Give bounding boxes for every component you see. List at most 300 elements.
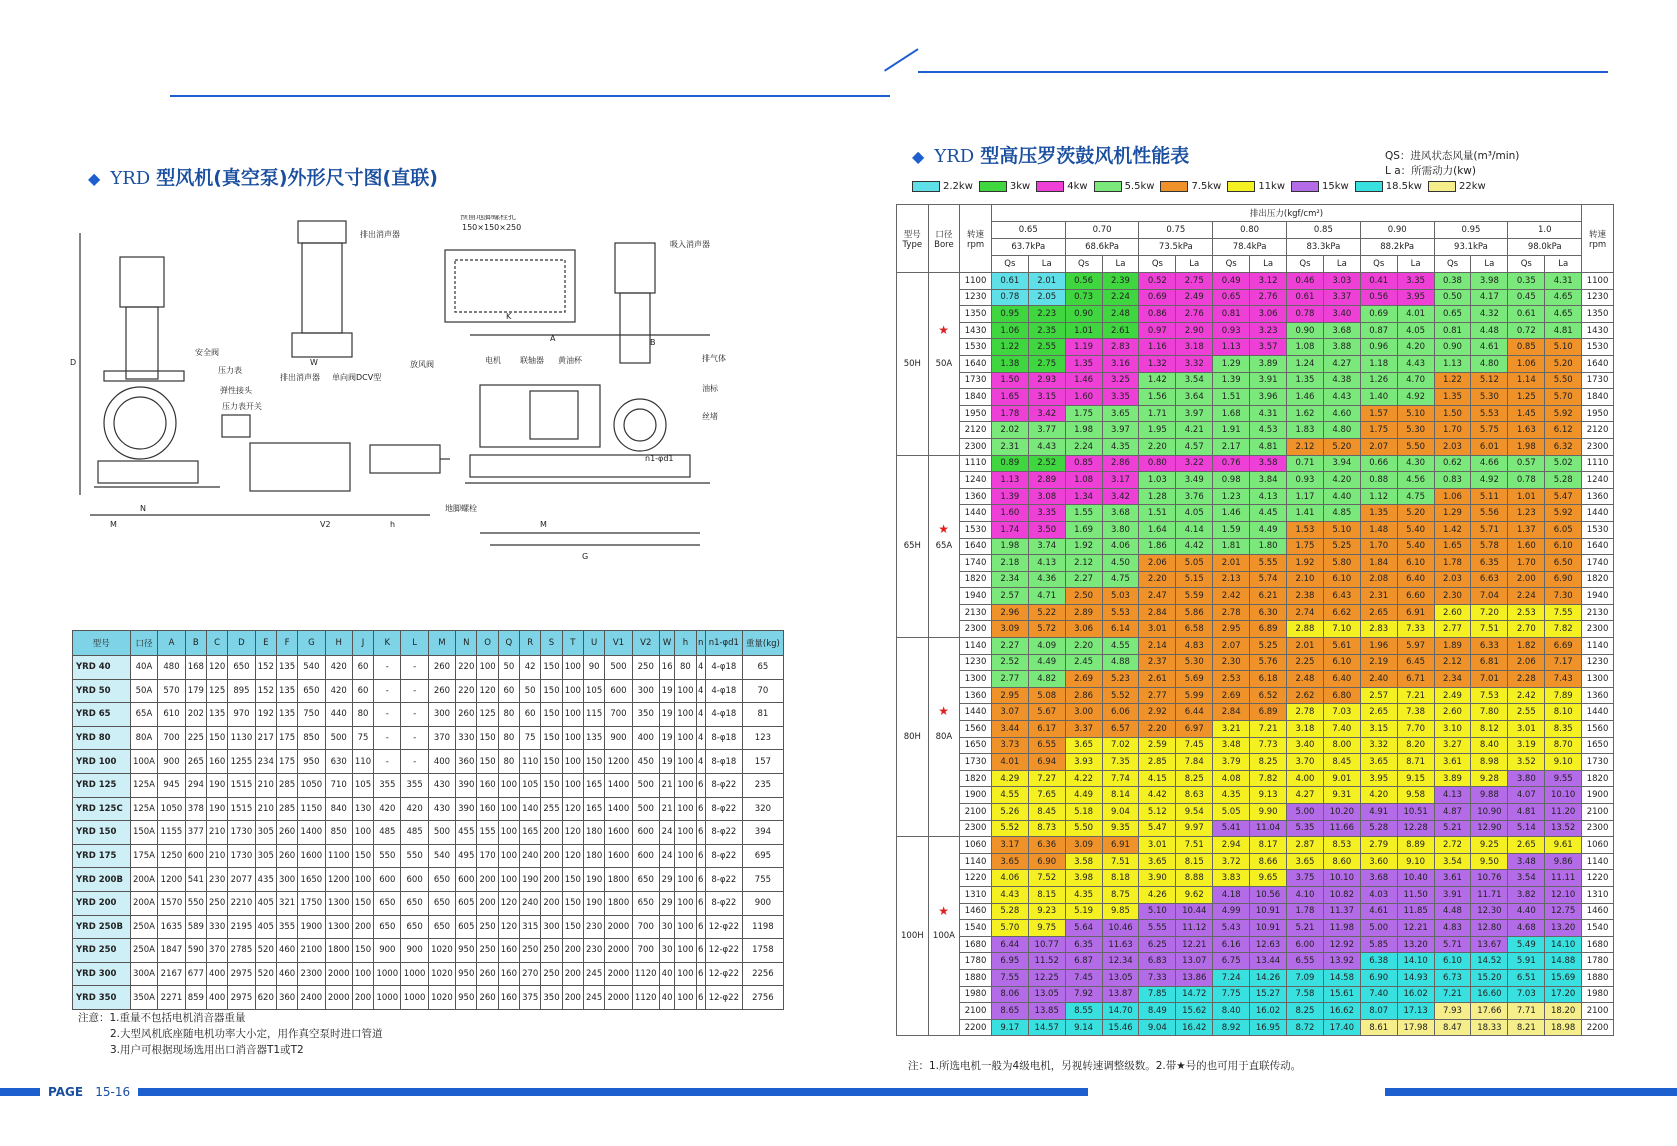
qs-header: Qs bbox=[1139, 256, 1176, 273]
table-cell: 180 bbox=[583, 844, 604, 868]
value-cell: 8.07 bbox=[1360, 1003, 1397, 1020]
table-cell: 500 bbox=[632, 797, 659, 821]
value-cell: 5.28 bbox=[1545, 472, 1582, 489]
table-cell: 234 bbox=[255, 750, 276, 774]
table-cell: 2300 bbox=[298, 962, 325, 986]
value-cell: 6.57 bbox=[1102, 721, 1139, 738]
value-cell: 11.71 bbox=[1471, 886, 1508, 903]
speed-header-right bbox=[1582, 205, 1614, 273]
table-cell: 150 bbox=[206, 726, 227, 750]
table-cell: 1847 bbox=[158, 939, 185, 963]
value-cell: 14.52 bbox=[1471, 953, 1508, 970]
table-cell: 152 bbox=[255, 679, 276, 703]
value-cell: 0.73 bbox=[1065, 289, 1102, 306]
value-cell: 3.68 bbox=[1323, 322, 1360, 339]
value-cell: 4.31 bbox=[1250, 405, 1287, 422]
value-cell: 3.98 bbox=[1065, 870, 1102, 887]
rpm-cell-right: 1530 bbox=[1582, 521, 1614, 538]
table-row bbox=[897, 804, 1614, 821]
value-cell: 9.58 bbox=[1397, 787, 1434, 804]
value-cell: 4.99 bbox=[1213, 903, 1250, 920]
qs-header: Qs bbox=[1508, 256, 1545, 273]
value-cell: 3.25 bbox=[1102, 372, 1139, 389]
value-cell: 2.52 bbox=[991, 654, 1028, 671]
value-cell: 6.06 bbox=[1102, 704, 1139, 721]
value-cell: 8.75 bbox=[1102, 886, 1139, 903]
table-cell: 120 bbox=[477, 679, 498, 703]
table-cell: 260 bbox=[477, 986, 498, 1010]
rpm-cell bbox=[960, 1019, 992, 1036]
dim-letter-w: h bbox=[390, 520, 396, 529]
value-cell: 1.68 bbox=[1213, 405, 1250, 422]
value-cell: 6.25 bbox=[1139, 936, 1176, 953]
table-cell: 2077 bbox=[228, 868, 255, 892]
table-row bbox=[897, 721, 1614, 738]
value-cell: 1.46 bbox=[1213, 505, 1250, 522]
table-cell: 245 bbox=[583, 962, 604, 986]
rpm-cell-right: 1880 bbox=[1582, 969, 1614, 986]
table-cell: 70 bbox=[742, 679, 783, 703]
table-cell: 230 bbox=[206, 868, 227, 892]
value-cell: 4.65 bbox=[1545, 289, 1582, 306]
table-cell: 80 bbox=[498, 750, 519, 774]
value-cell: 2.30 bbox=[1434, 588, 1471, 605]
value-cell: 6.95 bbox=[991, 953, 1028, 970]
value-cell: 1.01 bbox=[1065, 322, 1102, 339]
rpm-cell-right: 1240 bbox=[1582, 472, 1614, 489]
value-cell: 3.42 bbox=[1102, 488, 1139, 505]
value-cell: 4.17 bbox=[1471, 289, 1508, 306]
table-cell: 650 bbox=[228, 656, 255, 680]
value-cell: 1.65 bbox=[1434, 538, 1471, 555]
table-cell: 105 bbox=[583, 679, 604, 703]
value-cell: 2.77 bbox=[1139, 687, 1176, 704]
value-cell: 3.21 bbox=[1213, 721, 1250, 738]
rpm-value: 1110 bbox=[964, 458, 987, 469]
label-anchor-bolt: 地脚螺栓 bbox=[445, 504, 477, 513]
table-cell: - bbox=[374, 679, 401, 703]
value-cell: 15.20 bbox=[1471, 969, 1508, 986]
table-cell: 50A bbox=[130, 679, 158, 703]
table-row bbox=[897, 422, 1614, 439]
value-cell: 3.74 bbox=[1028, 538, 1065, 555]
table-cell: 150 bbox=[352, 891, 373, 915]
value-cell: 4.43 bbox=[1323, 389, 1360, 406]
rpm-cell bbox=[960, 571, 992, 588]
value-cell: 2.05 bbox=[1028, 289, 1065, 306]
legend-item bbox=[979, 181, 1030, 192]
value-cell: 12.75 bbox=[1545, 903, 1582, 920]
value-cell: 3.68 bbox=[1102, 505, 1139, 522]
value-cell: 6.43 bbox=[1323, 588, 1360, 605]
rpm-cell bbox=[960, 936, 992, 953]
header-line-slant bbox=[884, 48, 919, 71]
header-row-kgf bbox=[897, 222, 1614, 239]
value-cell: 3.82 bbox=[1508, 886, 1545, 903]
speed-header-en: rpm bbox=[1588, 239, 1607, 250]
value-cell: 4.21 bbox=[1176, 422, 1213, 439]
table-cell: 390 bbox=[456, 773, 477, 797]
table-cell: 550 bbox=[374, 844, 401, 868]
value-cell: 4.35 bbox=[1213, 787, 1250, 804]
value-cell: 4.06 bbox=[991, 870, 1028, 887]
value-cell: 2.52 bbox=[1028, 455, 1065, 472]
value-cell: 4.22 bbox=[1065, 770, 1102, 787]
value-cell: 8.45 bbox=[1028, 804, 1065, 821]
table-cell: 2975 bbox=[228, 962, 255, 986]
value-cell: 2.38 bbox=[1287, 588, 1324, 605]
performance-table-header bbox=[897, 205, 1614, 273]
table-cell: 4-φ18 bbox=[705, 703, 742, 727]
value-cell: 2.87 bbox=[1287, 837, 1324, 854]
value-cell: 2.75 bbox=[1028, 355, 1065, 372]
value-cell: 2.49 bbox=[1176, 289, 1213, 306]
dim-header-cell: V1 bbox=[605, 631, 632, 656]
value-cell: 5.15 bbox=[1176, 571, 1213, 588]
table-cell: 150 bbox=[541, 679, 562, 703]
table-cell: 2000 bbox=[325, 986, 352, 1010]
rpm-cell bbox=[960, 588, 992, 605]
value-cell: 2.78 bbox=[1287, 704, 1324, 721]
value-cell: 2.01 bbox=[1213, 555, 1250, 572]
table-cell: 135 bbox=[276, 656, 297, 680]
value-cell: 2.77 bbox=[1434, 621, 1471, 638]
table-cell: 520 bbox=[255, 939, 276, 963]
rpm-value: 1300 bbox=[964, 674, 987, 685]
rpm-cell-right: 1140 bbox=[1582, 853, 1614, 870]
diamond-icon: ◆ bbox=[912, 147, 925, 166]
value-cell: 8.10 bbox=[1545, 704, 1582, 721]
value-cell: 9.28 bbox=[1471, 770, 1508, 787]
table-cell: 600 bbox=[185, 844, 206, 868]
value-cell: 5.74 bbox=[1250, 571, 1287, 588]
table-cell: 200A bbox=[130, 891, 158, 915]
table-cell: 120 bbox=[206, 656, 227, 680]
qs-header: Qs bbox=[991, 256, 1028, 273]
la-header: La bbox=[1323, 256, 1360, 273]
rpm-cell-right: 1540 bbox=[1582, 920, 1614, 937]
legend-label: 2.2kw bbox=[943, 181, 973, 192]
table-row bbox=[897, 355, 1614, 372]
table-cell: 294 bbox=[185, 773, 206, 797]
rpm-cell-right: 1640 bbox=[1582, 355, 1614, 372]
value-cell: 12.10 bbox=[1545, 886, 1582, 903]
value-cell: 13.85 bbox=[1028, 1003, 1065, 1020]
dim-header-cell: 型号 bbox=[73, 631, 131, 656]
value-cell: 11.52 bbox=[1028, 953, 1065, 970]
table-cell: 8-φ22 bbox=[705, 868, 742, 892]
value-cell: 1.26 bbox=[1360, 372, 1397, 389]
table-cell: 435 bbox=[255, 868, 276, 892]
table-cell: 1800 bbox=[605, 891, 632, 915]
rpm-cell bbox=[960, 654, 992, 671]
value-cell: 1.03 bbox=[1139, 472, 1176, 489]
value-cell: 0.72 bbox=[1508, 322, 1545, 339]
value-cell: 1.56 bbox=[1139, 389, 1176, 406]
value-cell: 4.13 bbox=[1028, 555, 1065, 572]
value-cell: 0.90 bbox=[1434, 339, 1471, 356]
value-cell: 1.53 bbox=[1287, 521, 1324, 538]
value-cell: 7.01 bbox=[1471, 671, 1508, 688]
la-header: La bbox=[1028, 256, 1065, 273]
value-cell: 4.31 bbox=[1545, 273, 1582, 290]
table-cell: 6 bbox=[696, 915, 705, 939]
rpm-cell bbox=[938, 322, 992, 339]
legend-swatch bbox=[912, 181, 940, 192]
table-row bbox=[897, 389, 1614, 406]
value-cell: 1.89 bbox=[1434, 638, 1471, 655]
value-cell: 3.50 bbox=[1028, 521, 1065, 538]
value-cell: 1.13 bbox=[991, 472, 1028, 489]
value-cell: 2.55 bbox=[1508, 704, 1545, 721]
value-cell: 6.14 bbox=[1102, 621, 1139, 638]
value-cell: 14.58 bbox=[1323, 969, 1360, 986]
value-cell: 9.86 bbox=[1545, 853, 1582, 870]
label-elastic-joint: 弹性接头 bbox=[220, 386, 252, 395]
value-cell: 0.56 bbox=[1360, 289, 1397, 306]
value-cell: 10.77 bbox=[1028, 936, 1065, 953]
table-cell: 1130 bbox=[228, 726, 255, 750]
value-cell: 1.45 bbox=[1508, 405, 1545, 422]
rpm-value: 2300 bbox=[964, 624, 987, 635]
star-icon: ★ bbox=[938, 704, 950, 719]
table-cell: 120 bbox=[498, 915, 519, 939]
dim-letter-k: M bbox=[540, 520, 547, 529]
value-cell: 6.33 bbox=[1471, 638, 1508, 655]
rpm-cell-right: 1460 bbox=[1582, 903, 1614, 920]
legend-item bbox=[1355, 181, 1422, 192]
value-cell: 5.20 bbox=[1397, 505, 1434, 522]
rpm-value: 1310 bbox=[964, 889, 987, 900]
value-cell: 16.95 bbox=[1250, 1019, 1287, 1036]
table-cell: 245 bbox=[583, 986, 604, 1010]
model-cell: 65H bbox=[897, 455, 929, 638]
table-cell: 100 bbox=[562, 703, 583, 727]
title-text: 型高压罗茨鼓风机性能表 bbox=[980, 145, 1190, 167]
table-row bbox=[897, 438, 1614, 455]
table-cell: 19 bbox=[659, 703, 674, 727]
dim-letter-b: B bbox=[650, 338, 656, 347]
value-cell: 10.10 bbox=[1323, 870, 1360, 887]
la-note: L a：所需动力(kw) bbox=[1385, 165, 1476, 177]
rpm-value: 1230 bbox=[964, 292, 987, 303]
table-cell: 950 bbox=[456, 939, 477, 963]
value-cell: 1.39 bbox=[1213, 372, 1250, 389]
value-cell: 2.07 bbox=[1213, 638, 1250, 655]
dim-header-cell: W bbox=[659, 631, 674, 656]
table-cell: 100 bbox=[498, 821, 519, 845]
header-row-qsla bbox=[897, 256, 1614, 273]
value-cell: 8.49 bbox=[1139, 1003, 1176, 1020]
note-line-2: 2.大型风机底座随电机功率大小定，用作真空泵时进口管道 bbox=[110, 1028, 383, 1040]
note-line-3: 3.用户可根据现场选用出口消音器T1或T2 bbox=[110, 1044, 304, 1056]
value-cell: 1.78 bbox=[991, 405, 1028, 422]
rpm-cell-right: 1530 bbox=[1582, 339, 1614, 356]
value-cell: 7.92 bbox=[1065, 986, 1102, 1003]
value-cell: 1.71 bbox=[1139, 405, 1176, 422]
legend-label: 11kw bbox=[1258, 181, 1286, 192]
rpm-cell bbox=[960, 787, 992, 804]
value-cell: 6.45 bbox=[1397, 654, 1434, 671]
table-cell: 100 bbox=[675, 703, 696, 727]
value-cell: 7.45 bbox=[1065, 969, 1102, 986]
table-row bbox=[73, 656, 784, 680]
rpm-cell-right: 1640 bbox=[1582, 538, 1614, 555]
table-cell: 460 bbox=[276, 962, 297, 986]
legend-item bbox=[1036, 181, 1087, 192]
value-cell: 6.40 bbox=[1397, 571, 1434, 588]
page-label bbox=[48, 1085, 130, 1099]
value-cell: 3.19 bbox=[1508, 737, 1545, 754]
value-cell: 2.76 bbox=[1250, 289, 1287, 306]
rpm-value: 1440 bbox=[964, 508, 987, 519]
bore-header bbox=[928, 205, 960, 273]
value-cell: 2.89 bbox=[1065, 604, 1102, 621]
table-cell: 600 bbox=[374, 868, 401, 892]
value-cell: 2.74 bbox=[1287, 604, 1324, 621]
value-cell: 5.75 bbox=[1471, 422, 1508, 439]
value-cell: 3.77 bbox=[1028, 422, 1065, 439]
table-row bbox=[897, 920, 1614, 937]
value-cell: 3.65 bbox=[1139, 853, 1176, 870]
rpm-value: 1240 bbox=[964, 474, 987, 485]
table-cell: 192 bbox=[255, 703, 276, 727]
table-cell: 150 bbox=[477, 726, 498, 750]
diamond-icon: ◆ bbox=[88, 169, 101, 188]
rpm-cell bbox=[960, 969, 992, 986]
value-cell: 5.22 bbox=[1028, 604, 1065, 621]
table-row bbox=[897, 654, 1614, 671]
value-cell: 7.38 bbox=[1397, 704, 1434, 721]
value-cell: 13.87 bbox=[1102, 986, 1139, 1003]
value-cell: 5.28 bbox=[991, 903, 1028, 920]
value-cell: 4.43 bbox=[991, 886, 1028, 903]
rpm-cell-right: 1310 bbox=[1582, 886, 1614, 903]
value-cell: 5.25 bbox=[1323, 538, 1360, 555]
value-cell: 11.85 bbox=[1397, 903, 1434, 920]
rpm-value: 1430 bbox=[964, 325, 987, 336]
table-cell: 40 bbox=[659, 962, 674, 986]
table-cell: 650 bbox=[401, 891, 428, 915]
value-cell: 2.24 bbox=[1102, 289, 1139, 306]
la-header: La bbox=[1471, 256, 1508, 273]
rpm-cell bbox=[960, 853, 992, 870]
table-cell: 200 bbox=[562, 939, 583, 963]
value-cell: 8.25 bbox=[1250, 754, 1287, 771]
value-cell: 1.60 bbox=[991, 505, 1028, 522]
table-cell: 350 bbox=[632, 703, 659, 727]
rpm-cell-right: 2300 bbox=[1582, 820, 1614, 837]
rpm-value: 1950 bbox=[964, 408, 987, 419]
value-cell: 14.88 bbox=[1545, 953, 1582, 970]
value-cell: 2.95 bbox=[991, 687, 1028, 704]
rpm-cell-right: 1110 bbox=[1582, 455, 1614, 472]
rpm-cell-right: 2200 bbox=[1582, 1019, 1614, 1036]
value-cell: 1.74 bbox=[991, 521, 1028, 538]
value-cell: 3.70 bbox=[1287, 754, 1324, 771]
rpm-cell-right: 2120 bbox=[1582, 422, 1614, 439]
table-cell: 900 bbox=[401, 939, 428, 963]
rpm-value: 1730 bbox=[964, 757, 987, 768]
value-cell: 14.93 bbox=[1397, 969, 1434, 986]
value-cell: 10.91 bbox=[1250, 903, 1287, 920]
value-cell: 2.24 bbox=[1065, 438, 1102, 455]
table-cell: 250 bbox=[541, 962, 562, 986]
table-cell: 100 bbox=[562, 726, 583, 750]
label-exhaust: 排气体 bbox=[702, 354, 726, 363]
kgf-header: 0.85 bbox=[1287, 222, 1361, 239]
value-cell: 4.81 bbox=[1545, 322, 1582, 339]
value-cell: 1.42 bbox=[1139, 372, 1176, 389]
value-cell: 0.65 bbox=[1434, 306, 1471, 323]
table-cell: 900 bbox=[158, 750, 185, 774]
rpm-cell bbox=[960, 671, 992, 688]
value-cell: 14.10 bbox=[1545, 936, 1582, 953]
performance-table bbox=[896, 204, 1614, 1036]
table-cell: 970 bbox=[228, 703, 255, 727]
value-cell: 4.87 bbox=[1434, 804, 1471, 821]
table-cell: 1650 bbox=[298, 868, 325, 892]
dim-letter-d: D bbox=[70, 358, 77, 367]
value-cell: 9.50 bbox=[1471, 853, 1508, 870]
la-header: La bbox=[1176, 256, 1213, 273]
kpa-header: 63.7kPa bbox=[991, 239, 1065, 256]
table-cell: 610 bbox=[158, 703, 185, 727]
table-cell: 500 bbox=[325, 726, 352, 750]
dim-header-cell: D bbox=[228, 631, 255, 656]
table-cell: 2400 bbox=[298, 986, 325, 1010]
table-cell: 420 bbox=[374, 797, 401, 821]
rpm-cell bbox=[960, 953, 992, 970]
table-cell: 100 bbox=[562, 679, 583, 703]
value-cell: 8.17 bbox=[1250, 837, 1287, 854]
table-cell: 165 bbox=[583, 773, 604, 797]
table-cell: 100 bbox=[562, 750, 583, 774]
table-row bbox=[897, 339, 1614, 356]
value-cell: 5.61 bbox=[1323, 638, 1360, 655]
table-cell: 4-φ18 bbox=[705, 679, 742, 703]
label-oil-cup: 黄油杯 bbox=[558, 356, 582, 365]
value-cell: 7.70 bbox=[1397, 721, 1434, 738]
value-cell: 13.86 bbox=[1176, 969, 1213, 986]
table-cell: 2256 bbox=[742, 962, 783, 986]
kgf-header: 0.95 bbox=[1434, 222, 1508, 239]
value-cell: 7.09 bbox=[1287, 969, 1324, 986]
value-cell: 4.35 bbox=[1102, 438, 1139, 455]
model-cell: YRD 80 bbox=[73, 726, 131, 750]
table-cell: 1400 bbox=[298, 821, 325, 845]
table-cell: 677 bbox=[185, 962, 206, 986]
value-cell: 13.05 bbox=[1028, 986, 1065, 1003]
value-cell: 3.32 bbox=[1360, 737, 1397, 754]
value-cell: 7.17 bbox=[1545, 654, 1582, 671]
rpm-value: 1530 bbox=[964, 342, 987, 353]
value-cell: 3.37 bbox=[1323, 289, 1360, 306]
value-cell: 3.95 bbox=[1360, 770, 1397, 787]
value-cell: 4.88 bbox=[1102, 654, 1139, 671]
value-cell: 4.85 bbox=[1323, 505, 1360, 522]
model-cell: YRD 175 bbox=[73, 844, 131, 868]
value-cell: 6.90 bbox=[1545, 571, 1582, 588]
value-cell: 1.81 bbox=[1213, 538, 1250, 555]
table-cell: 8-φ22 bbox=[705, 773, 742, 797]
table-cell: 540 bbox=[298, 656, 325, 680]
title-text: 型风机(真空泵)外形尺寸图(直联) bbox=[156, 167, 438, 189]
table-row bbox=[897, 638, 1614, 655]
table-cell: 485 bbox=[374, 821, 401, 845]
table-cell: 150A bbox=[130, 821, 158, 845]
value-cell: 2.78 bbox=[1213, 604, 1250, 621]
